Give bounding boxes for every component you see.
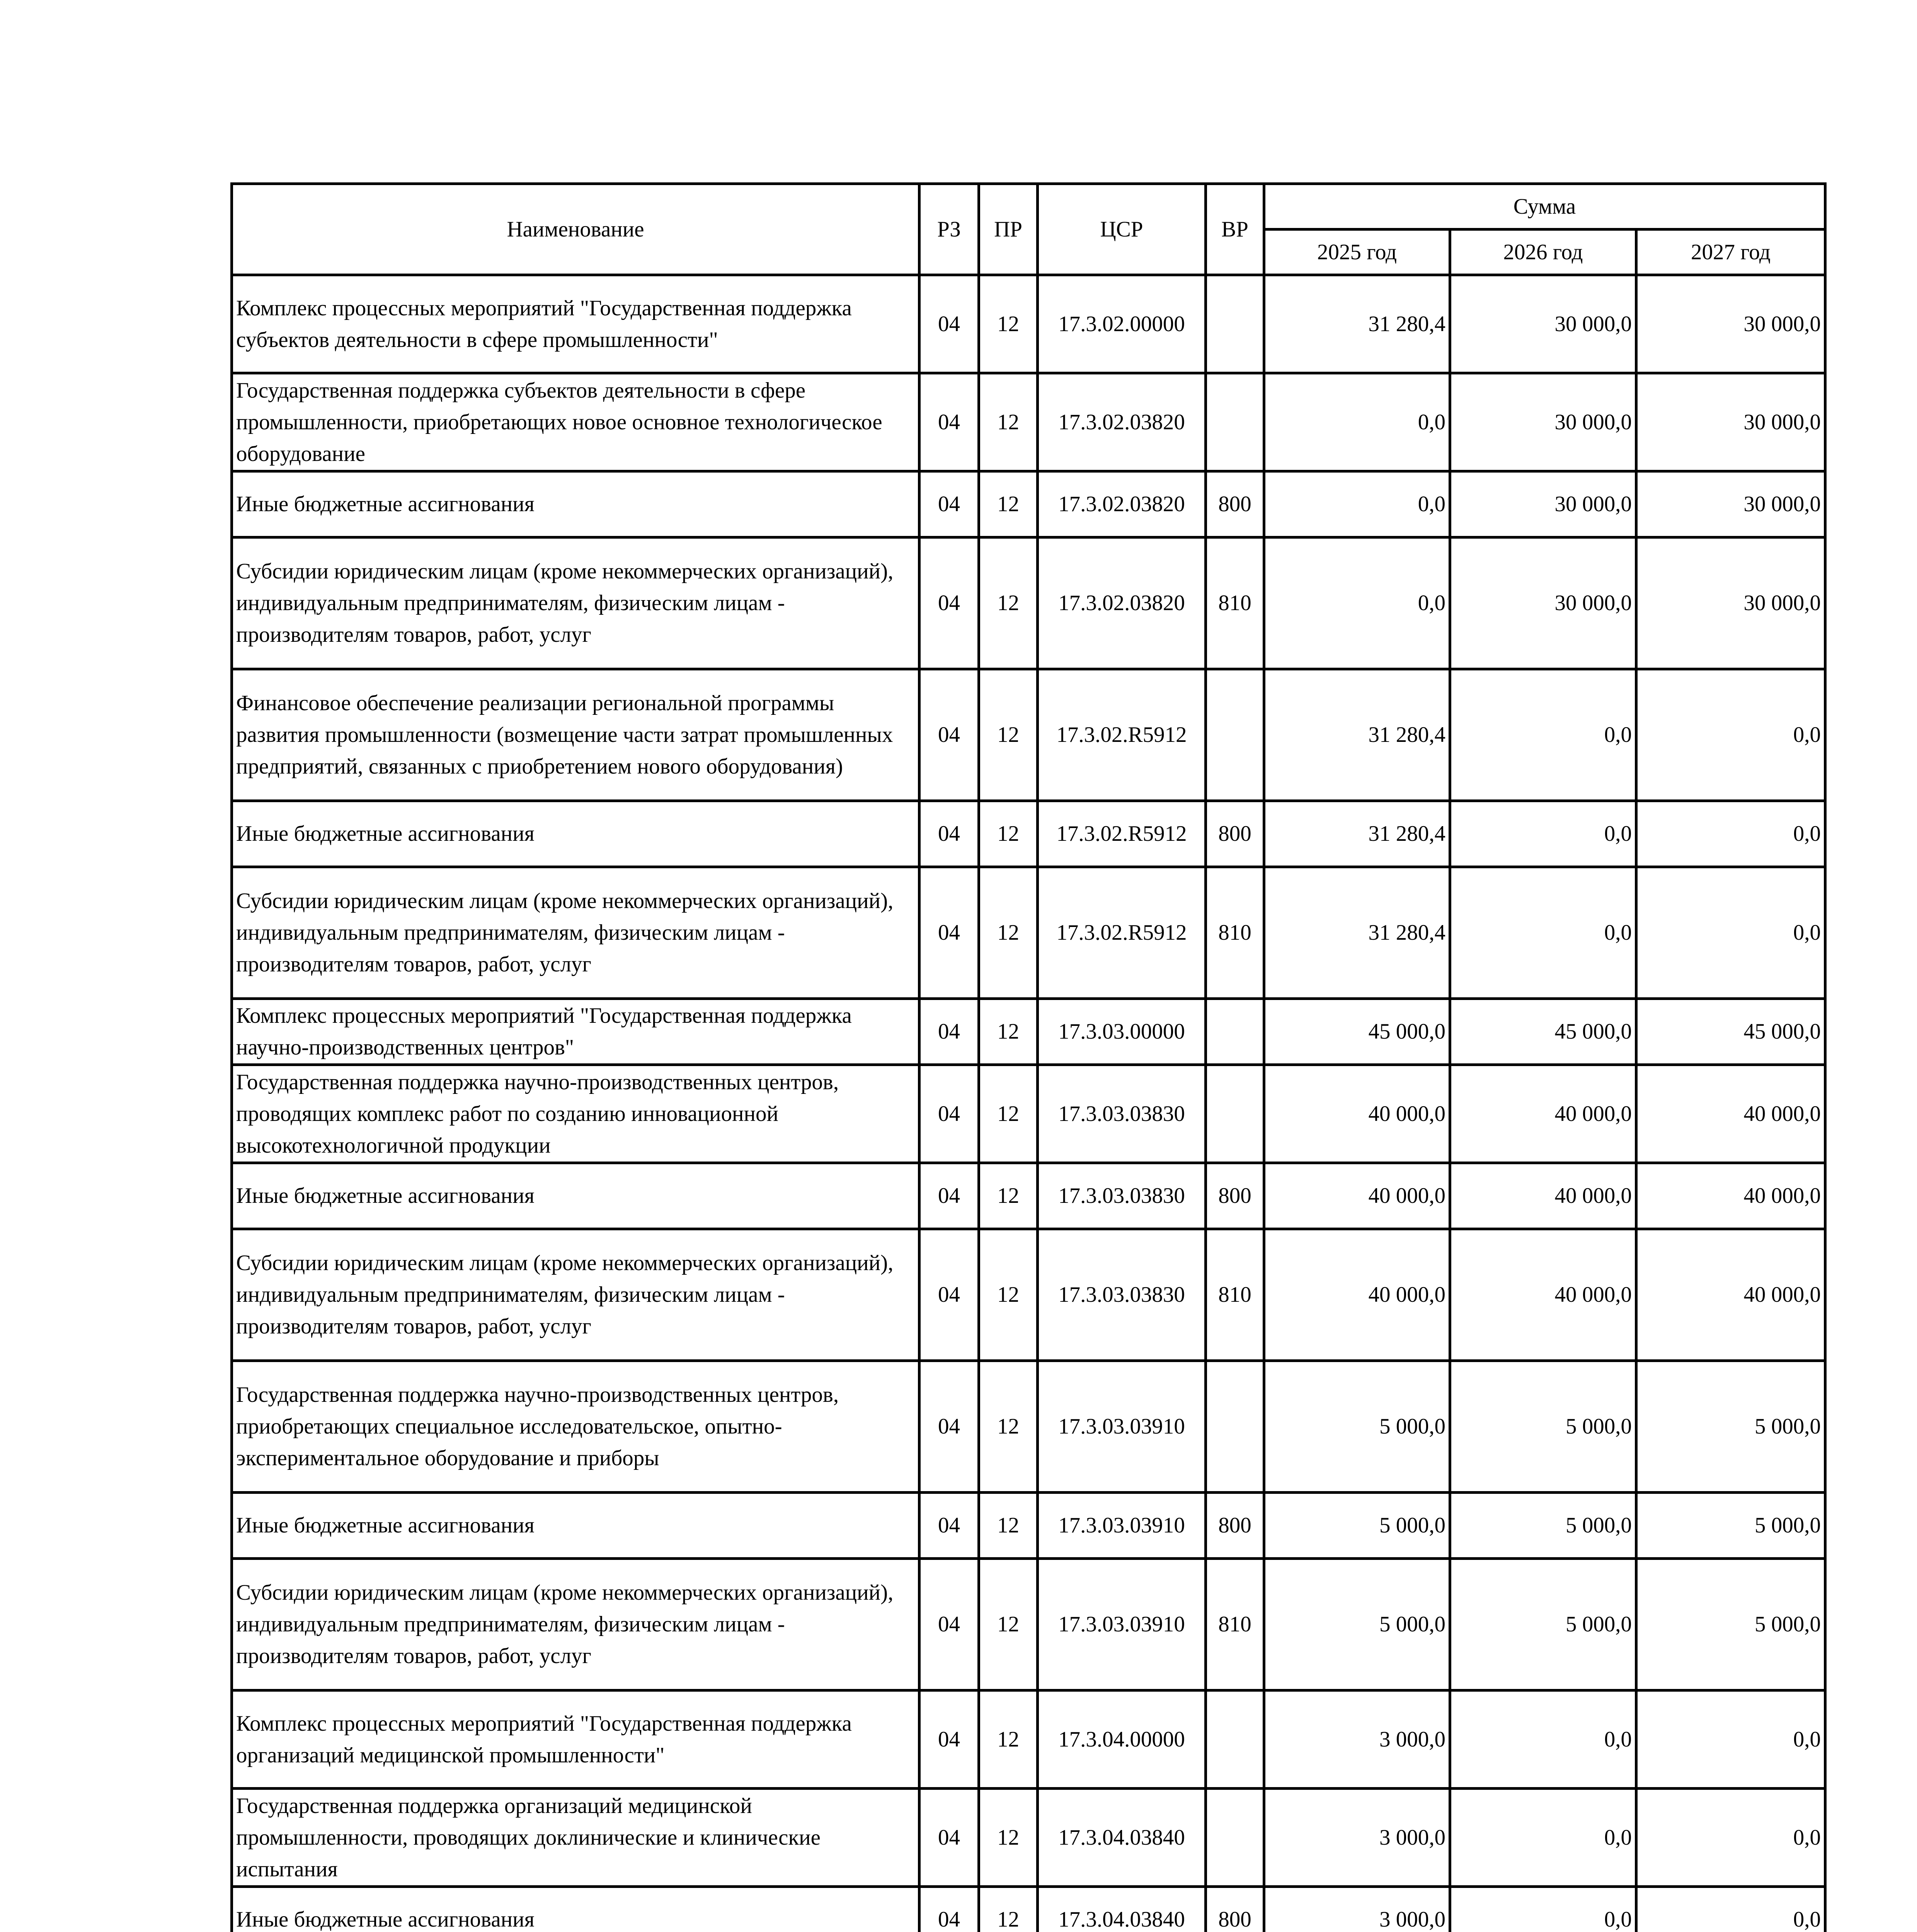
row-sum-2026: 0,0: [1450, 1789, 1636, 1887]
row-pr: 12: [979, 1493, 1038, 1559]
row-rz: 04: [919, 471, 979, 537]
table-row: [232, 801, 1825, 867]
row-vr: 810: [1206, 1229, 1264, 1361]
row-csr: 17.3.03.03830: [1038, 1229, 1206, 1361]
row-vr: 800: [1206, 1887, 1264, 1932]
table-row: [232, 1559, 1825, 1690]
row-rz: 04: [919, 1559, 979, 1690]
row-pr: 12: [979, 275, 1038, 373]
row-sum-2025: 5 000,0: [1264, 1361, 1450, 1493]
row-vr: [1206, 1361, 1264, 1493]
header-name: Наименование: [232, 184, 919, 275]
header-year-2027: 2027 год: [1636, 230, 1825, 275]
row-rz: 04: [919, 801, 979, 867]
row-csr: 17.3.03.03910: [1038, 1361, 1206, 1493]
row-sum-2027: 5 000,0: [1636, 1493, 1825, 1559]
row-rz: 04: [919, 537, 979, 669]
table-row: [232, 1361, 1825, 1493]
table-row: [232, 669, 1825, 801]
row-sum-2027: 0,0: [1636, 867, 1825, 999]
row-pr: 12: [979, 1887, 1038, 1932]
row-rz: 04: [919, 1229, 979, 1361]
row-rz: 04: [919, 867, 979, 999]
row-csr: 17.3.02.03820: [1038, 537, 1206, 669]
row-sum-2026: 5 000,0: [1450, 1361, 1636, 1493]
row-name: Комплекс процессных мероприятий "Государственная поддержка организаций медицинской промышленности": [232, 1690, 919, 1789]
row-sum-2026: 30 000,0: [1450, 373, 1636, 471]
row-pr: 12: [979, 471, 1038, 537]
row-name: Иные бюджетные ассигнования: [232, 1163, 919, 1229]
row-sum-2027: 5 000,0: [1636, 1559, 1825, 1690]
row-csr: 17.3.03.03910: [1038, 1559, 1206, 1690]
row-rz: 04: [919, 1493, 979, 1559]
row-csr: 17.3.02.00000: [1038, 275, 1206, 373]
row-sum-2027: 0,0: [1636, 801, 1825, 867]
header-sum: Сумма: [1264, 184, 1825, 230]
row-vr: 800: [1206, 1493, 1264, 1559]
header-year-2025: 2025 год: [1264, 230, 1450, 275]
row-vr: 800: [1206, 471, 1264, 537]
row-vr: 800: [1206, 1163, 1264, 1229]
row-sum-2025: 0,0: [1264, 537, 1450, 669]
row-sum-2027: 30 000,0: [1636, 275, 1825, 373]
row-name: Субсидии юридическим лицам (кроме некоммерческих организаций), индивидуальным предпринимателям, физическим лицам - производителям товаров, работ, услуг: [232, 867, 919, 999]
header-csr: ЦСР: [1038, 184, 1206, 275]
row-sum-2025: 31 280,4: [1264, 867, 1450, 999]
row-sum-2026: 30 000,0: [1450, 471, 1636, 537]
row-vr: 810: [1206, 1559, 1264, 1690]
row-sum-2025: 40 000,0: [1264, 1229, 1450, 1361]
table-row: [232, 1493, 1825, 1559]
row-sum-2025: 5 000,0: [1264, 1559, 1450, 1690]
row-sum-2026: 40 000,0: [1450, 1065, 1636, 1163]
row-csr: 17.3.02.R5912: [1038, 867, 1206, 999]
row-name: Государственная поддержка субъектов деятельности в сфере промышленности, приобретающих новое основное технологическое оборудование: [232, 373, 919, 471]
budget-table: [230, 182, 1827, 1932]
row-sum-2025: 40 000,0: [1264, 1163, 1450, 1229]
row-sum-2025: 3 000,0: [1264, 1887, 1450, 1932]
table-header: [232, 184, 1825, 275]
row-csr: 17.3.03.03830: [1038, 1065, 1206, 1163]
row-sum-2027: 0,0: [1636, 1789, 1825, 1887]
row-rz: 04: [919, 1690, 979, 1789]
row-csr: 17.3.02.R5912: [1038, 801, 1206, 867]
row-vr: [1206, 373, 1264, 471]
table-row: [232, 275, 1825, 373]
row-csr: 17.3.02.03820: [1038, 471, 1206, 537]
row-rz: 04: [919, 669, 979, 801]
row-sum-2027: 40 000,0: [1636, 1229, 1825, 1361]
row-pr: 12: [979, 999, 1038, 1065]
row-sum-2027: 0,0: [1636, 1887, 1825, 1932]
row-rz: 04: [919, 999, 979, 1065]
row-name: Государственная поддержка научно-производственных центров, приобретающих специальное исследовательское, опытно-экспериментальное оборудование и приборы: [232, 1361, 919, 1493]
row-pr: 12: [979, 1065, 1038, 1163]
row-sum-2025: 45 000,0: [1264, 999, 1450, 1065]
table-row: [232, 999, 1825, 1065]
row-name: Субсидии юридическим лицам (кроме некоммерческих организаций), индивидуальным предпринимателям, физическим лицам - производителям товаров, работ, услуг: [232, 537, 919, 669]
row-pr: 12: [979, 669, 1038, 801]
row-sum-2027: 30 000,0: [1636, 373, 1825, 471]
row-sum-2025: 0,0: [1264, 471, 1450, 537]
row-sum-2026: 0,0: [1450, 669, 1636, 801]
row-csr: 17.3.02.R5912: [1038, 669, 1206, 801]
row-name: Финансовое обеспечение реализации региональной программы развития промышленности (возмещение части затрат промышленных предприятий, связанных с приобретением нового оборудования): [232, 669, 919, 801]
row-sum-2027: 0,0: [1636, 669, 1825, 801]
row-sum-2026: 0,0: [1450, 1887, 1636, 1932]
row-name: Иные бюджетные ассигнования: [232, 1493, 919, 1559]
row-pr: 12: [979, 801, 1038, 867]
row-pr: 12: [979, 1229, 1038, 1361]
row-csr: 17.3.04.03840: [1038, 1789, 1206, 1887]
table-body: [232, 275, 1825, 1932]
row-csr: 17.3.04.03840: [1038, 1887, 1206, 1932]
row-sum-2027: 40 000,0: [1636, 1065, 1825, 1163]
row-pr: 12: [979, 1361, 1038, 1493]
row-sum-2025: 31 280,4: [1264, 275, 1450, 373]
row-csr: 17.3.03.03910: [1038, 1493, 1206, 1559]
row-pr: 12: [979, 1789, 1038, 1887]
row-rz: 04: [919, 1361, 979, 1493]
row-sum-2025: 3 000,0: [1264, 1690, 1450, 1789]
table-row: [232, 1163, 1825, 1229]
row-name: Иные бюджетные ассигнования: [232, 471, 919, 537]
row-name: Иные бюджетные ассигнования: [232, 801, 919, 867]
header-year-2026: 2026 год: [1450, 230, 1636, 275]
row-vr: 810: [1206, 867, 1264, 999]
row-pr: 12: [979, 867, 1038, 999]
row-pr: 12: [979, 373, 1038, 471]
row-vr: [1206, 669, 1264, 801]
header-pr: ПР: [979, 184, 1038, 275]
row-sum-2026: 40 000,0: [1450, 1163, 1636, 1229]
row-vr: [1206, 999, 1264, 1065]
row-sum-2025: 3 000,0: [1264, 1789, 1450, 1887]
row-sum-2025: 31 280,4: [1264, 801, 1450, 867]
row-sum-2026: 40 000,0: [1450, 1229, 1636, 1361]
row-sum-2026: 0,0: [1450, 867, 1636, 999]
row-pr: 12: [979, 537, 1038, 669]
row-vr: [1206, 1690, 1264, 1789]
table-row: [232, 1690, 1825, 1789]
row-sum-2025: 0,0: [1264, 373, 1450, 471]
row-pr: 12: [979, 1690, 1038, 1789]
row-sum-2026: 45 000,0: [1450, 999, 1636, 1065]
row-sum-2027: 5 000,0: [1636, 1361, 1825, 1493]
row-vr: 800: [1206, 801, 1264, 867]
row-sum-2027: 0,0: [1636, 1690, 1825, 1789]
row-sum-2026: 0,0: [1450, 1690, 1636, 1789]
row-name: Иные бюджетные ассигнования: [232, 1887, 919, 1932]
row-csr: 17.3.03.03830: [1038, 1163, 1206, 1229]
row-sum-2027: 40 000,0: [1636, 1163, 1825, 1229]
row-sum-2026: 30 000,0: [1450, 537, 1636, 669]
table-row: [232, 537, 1825, 669]
row-sum-2027: 30 000,0: [1636, 471, 1825, 537]
row-csr: 17.3.04.00000: [1038, 1690, 1206, 1789]
header-vr: ВР: [1206, 184, 1264, 275]
table-row: [232, 373, 1825, 471]
row-pr: 12: [979, 1163, 1038, 1229]
row-vr: [1206, 275, 1264, 373]
table-row: [232, 1229, 1825, 1361]
header-rz: РЗ: [919, 184, 979, 275]
row-sum-2027: 45 000,0: [1636, 999, 1825, 1065]
row-name: Государственная поддержка организаций медицинской промышленности, проводящих доклинические и клинические испытания: [232, 1789, 919, 1887]
table-row: [232, 867, 1825, 999]
row-rz: 04: [919, 373, 979, 471]
table-row: [232, 1065, 1825, 1163]
row-name: Субсидии юридическим лицам (кроме некоммерческих организаций), индивидуальным предпринимателям, физическим лицам - производителям товаров, работ, услуг: [232, 1229, 919, 1361]
table-row: [232, 1887, 1825, 1932]
row-csr: 17.3.03.00000: [1038, 999, 1206, 1065]
row-name: Государственная поддержка научно-производственных центров, проводящих комплекс работ по созданию инновационной высокотехнологичной продукции: [232, 1065, 919, 1163]
row-csr: 17.3.02.03820: [1038, 373, 1206, 471]
row-name: Субсидии юридическим лицам (кроме некоммерческих организаций), индивидуальным предпринимателям, физическим лицам - производителям товаров, работ, услуг: [232, 1559, 919, 1690]
row-rz: 04: [919, 1887, 979, 1932]
row-sum-2026: 5 000,0: [1450, 1493, 1636, 1559]
row-vr: [1206, 1065, 1264, 1163]
row-rz: 04: [919, 1163, 979, 1229]
row-sum-2026: 0,0: [1450, 801, 1636, 867]
table-row: [232, 1789, 1825, 1887]
row-vr: [1206, 1789, 1264, 1887]
row-sum-2025: 40 000,0: [1264, 1065, 1450, 1163]
row-pr: 12: [979, 1559, 1038, 1690]
row-name: Комплекс процессных мероприятий "Государственная поддержка научно-производственных центров": [232, 999, 919, 1065]
row-vr: 810: [1206, 537, 1264, 669]
table-row: [232, 471, 1825, 537]
row-sum-2027: 30 000,0: [1636, 537, 1825, 669]
row-sum-2026: 5 000,0: [1450, 1559, 1636, 1690]
row-sum-2025: 31 280,4: [1264, 669, 1450, 801]
row-rz: 04: [919, 1789, 979, 1887]
row-rz: 04: [919, 1065, 979, 1163]
row-rz: 04: [919, 275, 979, 373]
row-name: Комплекс процессных мероприятий "Государственная поддержка субъектов деятельности в сфере промышленности": [232, 275, 919, 373]
row-sum-2026: 30 000,0: [1450, 275, 1636, 373]
row-sum-2025: 5 000,0: [1264, 1493, 1450, 1559]
